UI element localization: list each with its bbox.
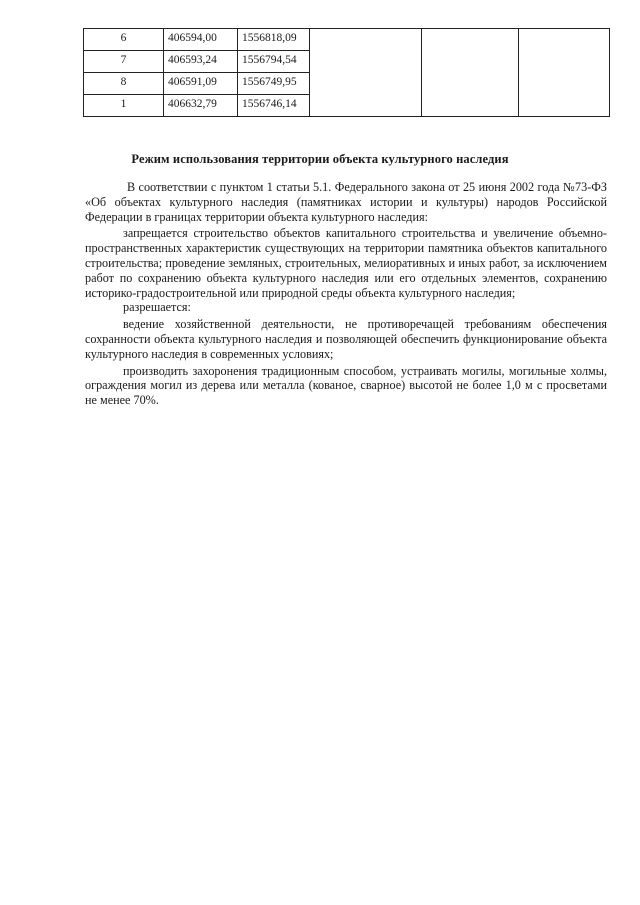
coord-x: 406593,24 [164, 51, 238, 73]
coord-y: 1556749,95 [238, 73, 310, 95]
table-row [84, 29, 610, 51]
empty-cell [422, 29, 519, 117]
point-number: 8 [84, 73, 164, 95]
coord-y: 1556794,54 [238, 51, 310, 73]
section-heading: Режим использования территории объекта культурного наследия [131, 152, 509, 166]
point-number: 1 [84, 95, 164, 117]
coordinates-table [83, 28, 610, 117]
point-number: 7 [84, 51, 164, 73]
allowed-paragraph-1: ведение хозяйственной деятельности, не противоречащей требованиям обеспечения сохранности объекта культурного наследия и позволяющей обеспечить функционирование объекта культурного наследия в современных условиях; [85, 317, 607, 361]
empty-cell [310, 29, 422, 117]
intro-paragraph: В соответствии с пунктом 1 статьи 5.1. Федерального закона от 25 июня 2002 года №73-ФЗ «Об объектах культурного наследия (памятниках истории и культуры) народов Российской Федерации в границах территории объекта культурного наследия: [85, 180, 607, 224]
coord-x: 406594,00 [164, 29, 238, 51]
empty-cell [519, 29, 610, 117]
coord-y: 1556746,14 [238, 95, 310, 117]
coord-y: 1556818,09 [238, 29, 310, 51]
allowed-label: разрешается: [123, 300, 191, 315]
body-text [85, 180, 607, 408]
allowed-paragraph-2: производить захоронения традиционным способом, устраивать могилы, могильные холмы, ограждения могил из дерева или металла (кованое, сварное) высотой не более 1,0 м с просветами не менее 70%. [85, 363, 607, 408]
point-number: 6 [84, 29, 164, 51]
coord-x: 406632,79 [164, 95, 238, 117]
prohibited-paragraph: запрещается строительство объектов капитального строительства и увеличение объемно-пространственных характеристик существующих на территории памятника объектов капитального строительства; проведение земляных, строительных, мелиоративных и иных работ, за исключением работ по сохранению объекта культурного наследия или его отдельных элементов, сохранению историко-градостроительной или природной среды объекта культурного наследия; [85, 226, 607, 300]
coord-x: 406591,09 [164, 73, 238, 95]
